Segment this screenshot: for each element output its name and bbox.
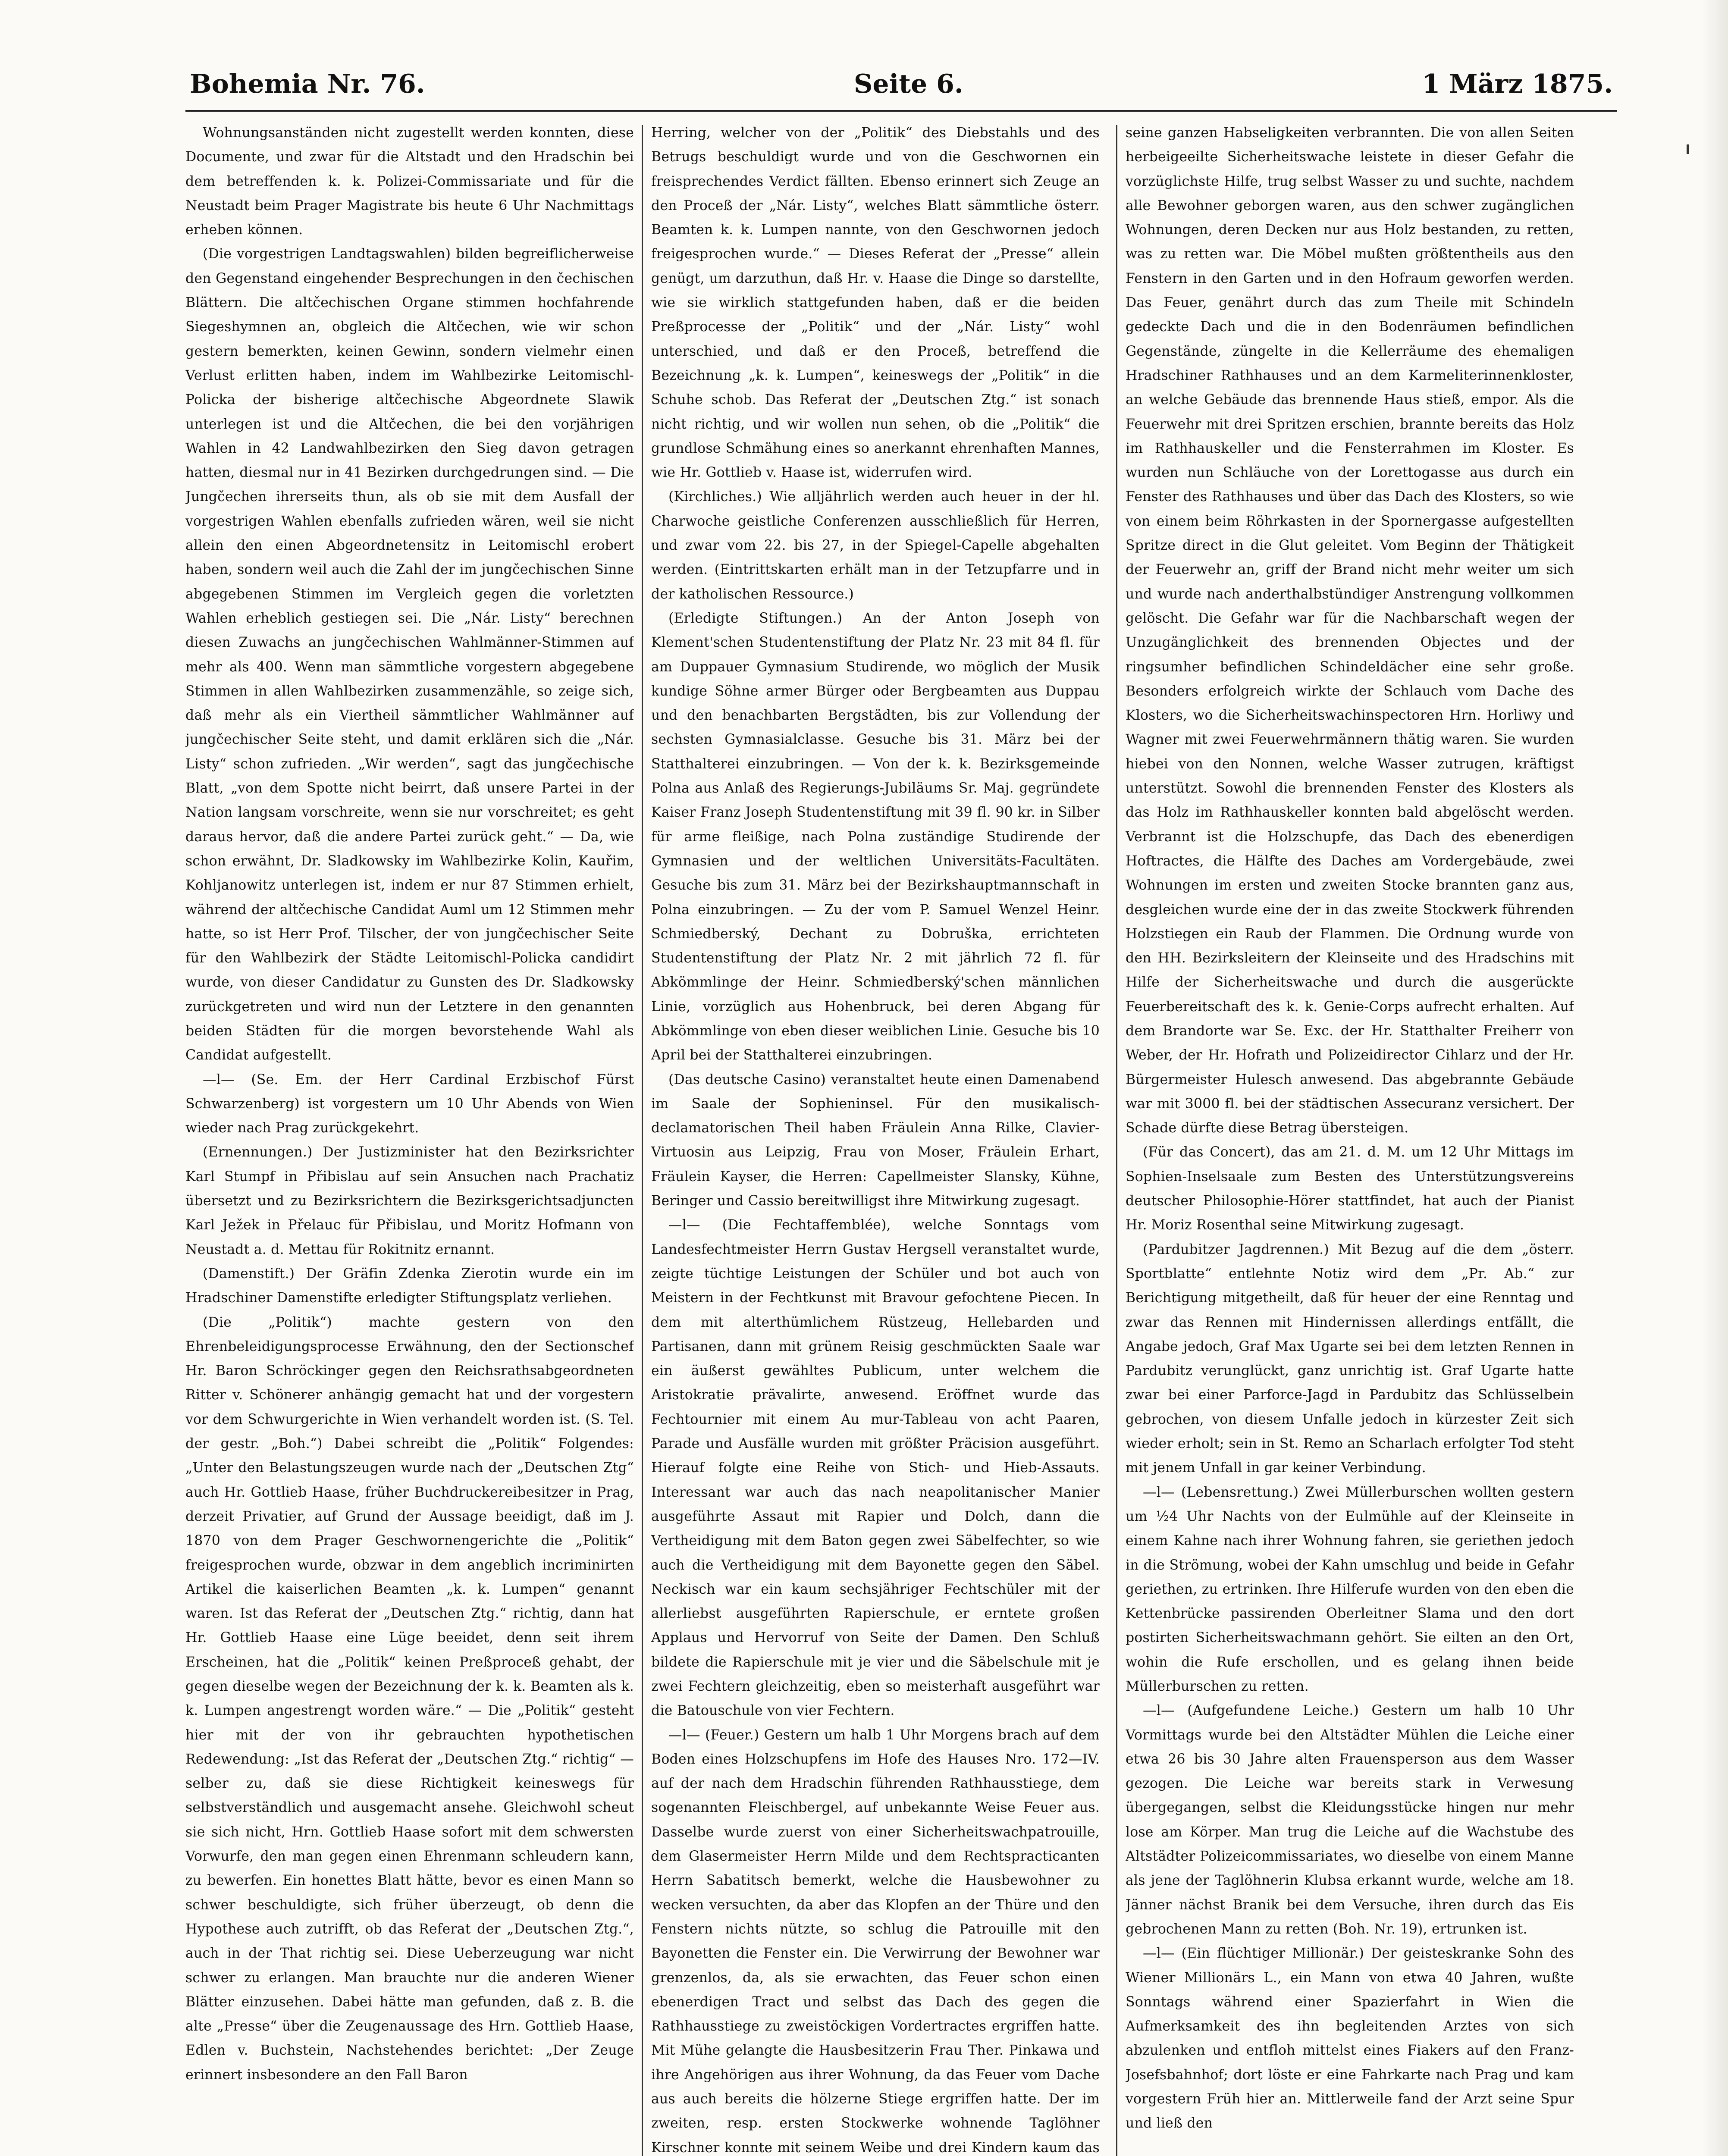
article-paragraph: Wohnungsanständen nicht zugestellt werden konnten, diese Documente, und zwar für die Altstadt und den Hradschin bei dem betreffenden k. k. Polizei-Commissariate und für die Neustadt beim Prager Magistrate bis heute 6 Uhr Nachmittags erheben können.	[185, 125, 634, 238]
article-paragraph: Herring, welcher von der „Politik“ des Diebstahls und des Betrugs beschuldigt wurde und von die Geschwornen ein freisprechendes Verdict fällten. Ebenso erinnert sich Zeuge an den Proceß der „Nár. Listy“, welches Blatt sämmtliche österr. Beamten k. k. Lumpen nannte, von den Geschwornen jedoch freigesprochen wurde.“ — Dieses Referat der „Presse“ allein genügt, um darzuthun, daß Hr. v. Haase die Dinge so darstellte, wie sie wirklich stattgefunden haben, daß er die beiden Preßprocesse der „Politik“ und der „Nár. Listy“ wohl unterschied, und daß er den Proceß, betreffend die Bezeichnung „k. k. Lumpen“, keineswegs der „Politik“ in die Schuhe schob. Das Referat der „Deutschen Ztg.“ ist sonach nicht richtig, und wir wollen nun sehen, ob die „Politik“ die grundlose Schmähung eines so anerkannt ehrenhaften Mannes, wie Hr. Gottlieb v. Haase ist, widerrufen wird.	[651, 125, 1100, 481]
article-paragraph: (Für das Concert), das am 21. d. M. um 12 Uhr Mittags im Sophien-Inselsaale zum Besten des Unterstützungsvereins deutscher Philosophie-Hörer stattfindet, hat auch der Pianist Hr. Moriz Rosenthal seine Mitwirkung zugesagt.	[1126, 1144, 1574, 1233]
article-paragraph: —l— (Die Fechtaffemblée), welche Sonntags vom Landesfechtmeister Herrn Gustav Hergsell veranstaltet wurde, zeigte tüchtige Leistungen der Schüler und bot auch von Meistern in der Fechtkunst mit Bravour gefochtene Piecen. In dem mit alterthümlichem Rüstzeug, Hellebarden und Partisanen, dann mit grünem Reisig geschmückten Saale war ein äußerst gewähltes Publicum, unter welchem die Aristokratie prävalirte, anwesend. Eröffnet wurde das Fechtournier mit einem Au mur-Tableau von acht Paaren, Parade und Ausfälle wurden mit größter Präcision ausgeführt. Hierauf folgte eine Reihe von Stich- und Hieb-Assauts. Interessant war auch das nach neapolitanischer Manier ausgeführte Assaut mit Rapier und Dolch, dann die Vertheidigung mit dem Baton gegen zwei Säbelfechter, so wie auch die Vertheidigung mit dem Bayonette gegen den Säbel. Neckisch war ein kaum sechsjähriger Fechtschüler mit der allerliebst ausgeführten Rapierschule, er erntete großen Applaus und Hervorruf von Seite der Damen. Den Schluß bildete die Rapierschule mit je vier und die Säbelschule mit je zwei Fechtern gleichzeitig, eben so meisterhaft ausgeführt war die Batouschule von vier Fechtern.	[651, 1217, 1100, 1719]
margin-mark	[1687, 144, 1689, 154]
article-paragraph: —l— (Ein flüchtiger Millionär.) Der geisteskranke Sohn des Wiener Millionärs L., ein Mann von etwa 40 Jahren, wußte Sonntags während einer Spazierfahrt in Wien die Aufmerksamkeit des ihn begleitenden Arztes von sich abzulenken und entfloh mittelst eines Fiakers auf den Franz-Josefsbahnhof; dort löste er eine Fahrkarte nach Prag und kam vorgestern Früh hier an. Mittlerweile fand der Arzt seine Spur und ließ den	[1126, 1946, 1574, 2131]
article-paragraph: seine ganzen Habseligkeiten verbrannten. Die von allen Seiten herbeigeeilte Sicherheitswache leistete in dieser Gefahr die vorzüglichste Hilfe, trug selbst Wasser zu und suchte, nachdem alle Bewohner geborgen waren, aus den schwer zugänglichen Wohnungen, deren Decken nur aus Holz bestanden, zu retten, was zu retten war. Die Möbel mußten größtentheils aus den Fenstern in den Garten und in den Hofraum geworfen werden. Das Feuer, genährt durch das zum Theile mit Schindeln gedeckte Dach und die in den Bodenräumen befindlichen Gegenstände, züngelte in die Kellerräume des ehemaligen Hradschiner Rathhauses und an dem Karmeliterinnenkloster, an welche Gebäude das brennende Haus stieß, empor. Als die Feuerwehr mit drei Spritzen erschien, brannte bereits das Holz im Rathhauskeller und die Fensterrahmen im Kloster. Es wurden nun Schläuche von der Lorettogasse aus durch ein Fenster des Rathhauses und über das Dach des Klosters, so wie von einem beim Röhrkasten in der Spornergasse aufgestellten Spritze direct in die Glut geleitet. Vom Beginn der Thätigkeit der Feuerwehr an, griff der Brand nicht mehr weiter um sich und wurde nach anderthalbstündiger Anstrengung vollkommen gelöscht. Die Gefahr war für die Nachbarschaft wegen der Unzugänglichkeit des brennenden Objectes und der ringsumher befindlichen Schindeldächer eine sehr große. Besonders erfolgreich wirkte der Schlauch vom Dache des Klosters, wo die Sicherheitswachinspectoren Hrn. Horliwy und Wagner mit zwei Feuerwehrmännern thätig waren. Sie wurden hiebei von den Nonnen, welche Wasser zutrugen, kräftigst unterstützt. Sowohl die brennenden Fenster des Klosters als das Holz im Rathhauskeller konnten bald abgelöscht werden. Verbrannt ist die Holzschupfe, das Dach des ebenerdigen Hoftractes, die Hälfte des Daches am Vordergebäude, zwei Wohnungen im ersten und zweiten Stocke brannten ganz aus, desgleichen wurde eine der in das zweite Stockwerk führenden Holzstiegen ein Raub der Flammen. Die Ordnung wurde von den HH. Bezirksleitern der Kleinseite und des Hradschins mit Hilfe der Sicherheitswache und durch die ausgerückte Feuerbereitschaft des k. k. Genie-Corps aufrecht erhalten. Auf dem Brandorte war Se. Exc. der Hr. Statthalter Freiherr von Weber, der Hr. Hofrath und Polizeidirector Cihlarz und der Hr. Bürgermeister Hulesch anwesend. Das abgebrannte Gebäude war mit 3000 fl. bei der städtischen Assecuranz versichert. Der Schade dürfte diese Betrag übersteigen.	[1126, 125, 1574, 1136]
article-paragraph: (Das deutsche Casino) veranstaltet heute einen Damenabend im Saale der Sophieninsel. Für den musikalisch-declamatorischen Theil haben Fräulein Anna Rilke, Clavier-Virtuosin aus Leipzig, Frau von Moser, Fräulein Erhart, Fräulein Kayser, die Herren: Capellmeister Slansky, Kühne, Beringer und Cassio bereitwilligst ihre Mitwirkung zugesagt.	[651, 1072, 1100, 1209]
text-columns	[185, 121, 1621, 2156]
article-paragraph: (Kirchliches.) Wie alljährlich werden auch heuer in der hl. Charwoche geistliche Conferenzen ausschließlich für Herren, und zwar vom 22. bis 27, in der Spiegel-Capelle abgehalten werden. (Eintrittskarten erhält man in der Tetzupfarre und in der katholischen Ressource.)	[651, 489, 1100, 602]
article-paragraph: —l— (Se. Em. der Herr Cardinal Erzbischof Fürst Schwarzenberg) ist vorgestern um 10 Uhr Abends von Wien wieder nach Prag zurückgekehrt.	[185, 1072, 634, 1136]
column-divider	[642, 125, 643, 2156]
article-paragraph: (Die „Politik“) machte gestern von den Ehrenbeleidigungsprocesse Erwähnung, den der Sectionschef Hr. Baron Schröckinger gegen den Reichsrathsabgeordneten Ritter v. Schönerer anhängig gemacht hat und der vorgestern vor dem Schwurgerichte in Wien verhandelt worden ist. (S. Tel. der gestr. „Boh.“) Dabei schreibt die „Politik“ Folgendes: „Unter den Belastungszeugen wurde nach der „Deutschen Ztg“ auch Hr. Gottlieb Haase, früher Buchdruckereibesitzer in Prag, derzeit Privatier, auf Grund der Aussage beeidigt, daß im J. 1870 von dem Prager Geschwornengerichte die „Politik“ freigesprochen wurde, obzwar in dem angeblich incriminirten Artikel die kaiserlichen Beamten „k. k. Lumpen“ genannt waren. Ist das Referat der „Deutschen Ztg.“ richtig, dann hat Hr. Gottlieb Haase eine Lüge beeidet, denn seit ihrem Erscheinen, hat die „Politik“ keinen Preßproceß gehabt, der gegen dieselbe wegen der Bezeichnung der k. k. Beamten als k. k. Lumpen angestrengt worden wäre.“ — Die „Politik“ gesteht hier mit der von ihr gebrauchten hypothetischen Redewendung: „Ist das Referat der „Deutschen Ztg.“ richtig“ — selber zu, daß sie diese Richtigkeit keineswegs für selbstverständlich und ausgemacht ansehe. Gleichwohl scheut sie sich nicht, Hrn. Gottlieb Haase sofort mit dem schwersten Vorwurfe, den man gegen einen Ehrenmann schleudern kann, zu bewerfen. Ein honettes Blatt hätte, bevor es einen Mann so schwer beschuldigte, sich früher überzeugt, ob denn die Hypothese auch zutrifft, ob das Referat der „Deutschen Ztg.“, auch in der That richtig sei. Diese Ueberzeugung war nicht schwer zu erlangen. Man brauchte nur die anderen Wiener Blätter einzusehen. Dabei hätte man gefunden, daß z. B. die alte „Presse“ über die Zeugenaussage des Hrn. Gottlieb Haase, Edlen v. Buchstein, Nachstehendes berichtet: „Der Zeuge erinnert insbesondere an den Fall Baron	[185, 1314, 634, 2083]
article-paragraph: (Die vorgestrigen Landtagswahlen) bilden begreiflicherweise den Gegenstand eingehender Besprechungen in den čechischen Blättern. Die altčechischen Organe stimmen hochfahrende Siegeshymnen an, obgleich die Altčechen, wie wir schon gestern bemerkten, keinen Gewinn, sondern vielmehr einen Verlust erlitten haben, indem im Wahlbezirke Leitomischl-Policka der bisherige altčechische Abgeordnete Slawik unterlegen ist und die Altčechen, die bei den vorjährigen Wahlen in 42 Landwahlbezirken den Sieg davon getragen hatten, diesmal nur in 41 Bezirken durchgedrungen sind. — Die Jungčechen ihrerseits thun, als ob sie mit dem Ausfall der vorgestrigen Wahlen ebenfalls zufrieden wären, weil sie nicht allein den einen Abgeordnetensitz in Leitomischl erobert haben, sondern weil auch die Zahl der im jungčechischen Sinne abgegebenen Stimmen im Vergleich gegen die vorletzten Wahlen erheblich gestiegen sei. Die „Nár. Listy“ berechnen diesen Zuwachs an jungčechischen Wahlmänner-Stimmen auf mehr als 400. Wenn man sämmtliche vorgestern abgegebene Stimmen in allen Wahlbezirken zusammenzähle, so zeige sich, daß mehr als ein Viertheil sämmtlicher Wahlmänner auf jungčechischer Seite steht, und damit erklären sich die „Nár. Listy“ schon zufrieden. „Wir werden“, sagt das jungčechische Blatt, „von dem Spotte nicht beirrt, daß unsere Partei in der Nation langsam vorschreite, wenn sie nur vorschreitet; es geht daraus hervor, daß die andere Partei zurück geht.“ — Da, wie schon erwähnt, Dr. Sladkowsky im Wahlbezirke Kolin, Kauřim, Kohljanowitz unterlegen ist, indem er nur 87 Stimmen erhielt, während der altčechische Candidat Auml um 12 Stimmen mehr hatte, so ist Herr Prof. Tilscher, der von jungčechischer Seite für den Wahlbezirk der Städte Leitomischl-Policka candidirt wurde, von dieser Candidatur zu Gunsten des Dr. Sladkowsky zurückgetreten und wird nun der Letztere in den genannten beiden Städten für die morgen bevorstehende Wahl als Candidat aufgestellt.	[185, 246, 634, 1063]
page-edge-shadow	[1702, 0, 1728, 2156]
header-date: 1 März 1875.	[1422, 69, 1613, 99]
article-paragraph: —l— (Feuer.) Gestern um halb 1 Uhr Morgens brach auf dem Boden eines Holzschupfens im Hofe des Hauses Nro. 172—IV. auf der nach dem Hradschin führenden Rathhausstiege, dem sogenannten Fleischbergel, auf unbekannte Weise Feuer aus. Dasselbe wurde zuerst von einer Sicherheitswachpatrouille, dem Glasermeister Herrn Milde und dem Rechtspracticanten Herrn Sabatitsch bemerkt, welche die Hausbewohner zu wecken versuchten, da aber das Klopfen an der Thüre und den Fenstern nichts nützte, so schlug die Patrouille mit den Bayonetten die Fenster ein. Die Verwirrung der Bewohner war grenzenlos, da, als sie erwachten, das Feuer schon einen ebenerdigen Tract und selbst das Dach des gegen die Rathhausstiege zu zweistöckigen Vordertractes ergriffen hatte. Mit Mühe gelangte die Hausbesitzerin Frau Ther. Pinkawa und ihre Angehörigen aus ihrer Wohnung, da das Feuer vom Dache aus auch bereits die hölzerne Stiege ergriffen hatte. Der im zweiten, resp. ersten Stockwerke wohnende Taglöhner Kirschner konnte mit seinem Weibe und drei Kindern kaum das	[651, 1727, 1100, 2156]
column-2	[651, 121, 1100, 2156]
column-1	[185, 121, 634, 2156]
header-page-number: Seite 6.	[854, 69, 963, 99]
page-header	[190, 65, 1613, 103]
article-paragraph: (Ernennungen.) Der Justizminister hat den Bezirksrichter Karl Stumpf in Přibislau auf sein Ansuchen nach Prachatiz übersetzt und zu Bezirksrichtern die Bezirksgerichtsadjuncten Karl Ježek in Přelauc für Přibislau, und Moritz Hofmann von Neustadt a. d. Mettau für Rokitnitz ernannt.	[185, 1144, 634, 1257]
column-divider	[1116, 125, 1117, 2156]
header-rule	[185, 110, 1617, 112]
article-paragraph: —l— (Lebensrettung.) Zwei Müllerburschen wollten gestern um ½4 Uhr Nachts von der Eulmühle auf der Kleinseite in einem Kahne nach ihrer Wohnung fahren, sie geriethen jedoch in die Strömung, wobei der Kahn umschlug und beide in Gefahr geriethen, zu ertrinken. Ihre Hilferufe wurden von den eben die Kettenbrücke passirenden Oberleitner Slama und den dort postirten Sicherheitswachmann gehört. Sie eilten an den Ort, wohin die Rufe erschollen, und es gelang ihnen beide Müllerburschen zu retten.	[1126, 1484, 1574, 1694]
article-paragraph: (Damenstift.) Der Gräfin Zdenka Zierotin wurde ein im Hradschiner Damenstifte erledigter Stiftungsplatz verliehen.	[185, 1266, 634, 1306]
header-issue: Bohemia Nr. 76.	[190, 69, 425, 99]
column-3	[1126, 121, 1574, 2156]
article-paragraph: (Pardubitzer Jagdrennen.) Mit Bezug auf die dem „österr. Sportblatte“ entlehnte Notiz wird dem „Pr. Ab.“ zur Berichtigung mitgetheilt, daß für heuer der eine Renntag und zwar das Rennen mit Hindernissen allerdings entfällt, die Angabe jedoch, Graf Max Ugarte sei bei dem letzten Rennen in Pardubitz verunglückt, ganz unrichtig ist. Graf Ugarte hatte zwar bei einer Parforce-Jagd in Pardubitz das Schlüsselbein gebrochen, von diesem Unfalle jedoch in kürzester Zeit sich wieder erholt; sein in St. Remo an Scharlach erfolgter Tod steht mit jenem Unfall in gar keiner Verbindung.	[1126, 1241, 1574, 1476]
article-paragraph: —l— (Aufgefundene Leiche.) Gestern um halb 10 Uhr Vormittags wurde bei den Altstädter Mühlen die Leiche einer etwa 26 bis 30 Jahre alten Frauensperson aus dem Wasser gezogen. Die Leiche war bereits stark in Verwesung übergegangen, selbst die Kleidungsstücke hingen nur mehr lose am Körper. Man trug die Leiche auf die Wachstube des Altstädter Polizeicommissariates, wo dieselbe von einem Manne als jene der Taglöhnerin Klubsa erkannt wurde, welche am 18. Jänner nächst Branik bei dem Versuche, ihren durch das Eis gebrochenen Mann zu retten (Boh. Nr. 19), ertrunken ist.	[1126, 1703, 1574, 1937]
article-paragraph: (Erledigte Stiftungen.) An der Anton Joseph von Klement'schen Studentenstiftung der Platz Nr. 23 mit 84 fl. für am Duppauer Gymnasium Studirende, wo möglich der Musik kundige Söhne armer Bürger oder Bergbeamten aus Duppau und den benachbarten Bergstädten, bis zur Vollendung der sechsten Gymnasialclasse. Gesuche bis 31. März bei der Statthalterei einzubringen. — Von der k. k. Bezirksgemeinde Polna aus Anlaß des Regierungs-Jubiläums Sr. Maj. gegründete Kaiser Franz Joseph Studentenstiftung mit 39 fl. 90 kr. in Silber für arme fleißige, nach Polna zuständige Studirende der Gymnasien und der weltlichen Universitäts-Facultäten. Gesuche bis zum 31. März bei der Bezirkshauptmannschaft in Polna einzubringen. — Zu der vom P. Samuel Wenzel Heinr. Schmiedberský, Dechant zu Dobruška, errichteten Studentenstiftung der Platz Nr. 2 mit jährlich 72 fl. für Abkömmlinge der Heinr. Schmiedberský'schen männlichen Linie, vorzüglich aus Hohenbruck, bei deren Abgang für Abkömmlinge von eben dieser weiblichen Linie. Gesuche bis 10 April bei der Statthalterei einzubringen.	[651, 610, 1100, 1063]
